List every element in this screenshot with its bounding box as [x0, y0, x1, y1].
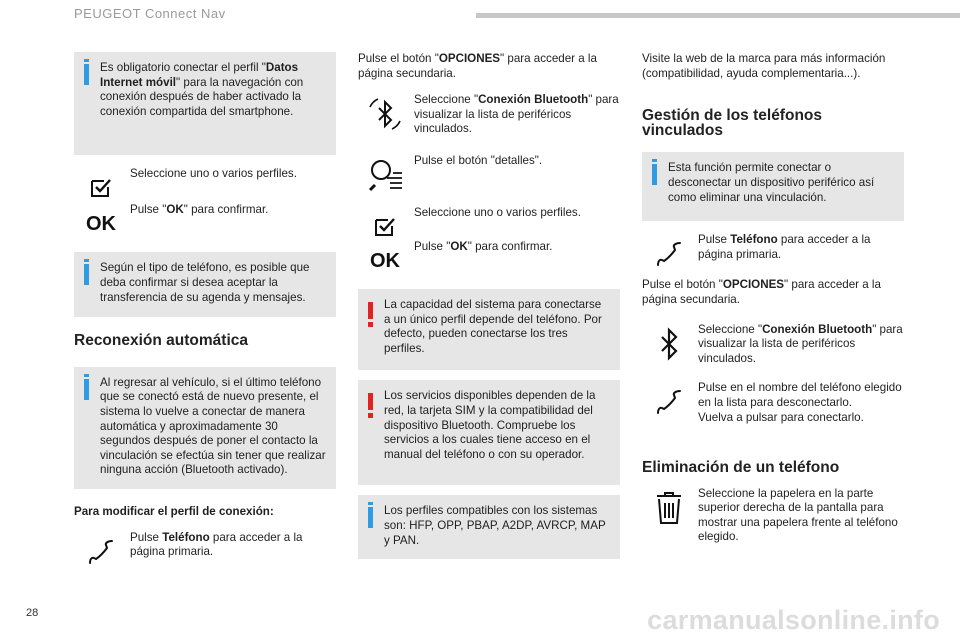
intro-paragraph: Visite la web de la marca para más información (compatibilidad, ayuda complementaria...).: [642, 52, 886, 80]
info-icon: [84, 64, 89, 85]
options-paragraph: Pulse el botón "OPCIONES" para acceder a la página secundaria.: [642, 278, 881, 306]
info-note: Esta función permite conectar o desconectar un dispositivo periférico así como eliminar una vinculación.: [642, 152, 904, 221]
warning-note: La capacidad del sistema para conectarse a un único perfil depende del teléfono. Por defecto, pueden conectarse los tres perfiles.: [358, 289, 620, 370]
subheading: Para modificar el perfil de conexión:: [74, 504, 274, 518]
column-1: [74, 52, 336, 560]
step-select-profiles: Seleccione uno o varios perfiles.: [74, 167, 336, 195]
section-heading: Eliminación de un teléfono: [642, 459, 840, 477]
step-select-profiles: Seleccione uno o varios perfiles.: [358, 206, 620, 234]
page-number: 28: [26, 607, 39, 619]
column-3: [642, 52, 904, 545]
info-icon: [84, 264, 89, 285]
phone-handset-icon: [82, 533, 120, 571]
warning-icon: [368, 302, 373, 319]
info-note: Es obligatorio conectar el perfil "Datos Internet móvil" para la navegación con conexión después de haber activado la conexión compartida del smartphone.: [74, 52, 336, 155]
step-trash: Seleccione la papelera en la parte superior derecha de la pantalla para mostrar una papelera frente al teléfono elegido.: [642, 487, 904, 545]
section-heading: Gestión de los teléfonos vinculados: [642, 107, 822, 139]
bluetooth-icon: [650, 325, 688, 363]
search-details-icon: [366, 156, 404, 194]
info-note: Al regresar al vehículo, si el último teléfono que se conectó está de nuevo presente, el sistema lo vuelve a conectar de manera automática y aproximadamente 30 segundos después de poner el contacto la vinculación se efectúa sin tener que realizar ninguna acción (Bluetooth activado).: [74, 367, 336, 489]
intro-paragraph: Pulse el botón "OPCIONES" para acceder a la página secundaria.: [358, 52, 597, 80]
column-2: [358, 52, 620, 559]
warning-icon: [368, 393, 373, 410]
info-note: Según el tipo de teléfono, es posible que deba confirmar si desea aceptar la transferencia de su agenda y mensajes.: [74, 252, 336, 317]
info-note: Los perfiles compatibles con los sistemas son: HFP, OPP, PBAP, A2DP, AVRCP, MAP y PAN.: [358, 495, 620, 559]
step-phone: Pulse Teléfono para acceder a la página primaria.: [642, 233, 904, 262]
step-bluetooth: Seleccione "Conexión Bluetooth" para visualizar la lista de periféricos vinculados.: [358, 93, 620, 137]
trash-icon: [650, 489, 688, 527]
info-icon: [652, 164, 657, 185]
header-bar: [476, 13, 960, 18]
ok-icon: OK: [370, 249, 400, 272]
step-details: Pulse el botón "detalles".: [358, 154, 620, 194]
info-icon: [368, 507, 373, 528]
info-icon: [84, 379, 89, 400]
watermark: carmanualsonline.info: [647, 605, 940, 635]
checkbox-check-icon: [82, 169, 120, 207]
phone-handset-icon: [650, 235, 688, 273]
header-title: PEUGEOT Connect Nav: [74, 6, 226, 21]
phone-handset-icon: [650, 383, 688, 421]
warning-note: Los servicios disponibles dependen de la red, la tarjeta SIM y la compatibilidad del dispositivo Bluetooth. Compruebe los servicios a los cuales tiene acceso en el manual del teléfono o con su operador.: [358, 380, 620, 485]
step-confirm: OK Pulse "OK" para confirmar.: [358, 240, 620, 268]
section-heading: Reconexión automática: [74, 332, 248, 350]
bluetooth-icon: [366, 95, 404, 133]
step-phone-name: Pulse en el nombre del teléfono elegido en la lista para desconectarlo. Vuelva a pulsar para conectarlo.: [642, 381, 904, 425]
step-phone: Pulse Teléfono para acceder a la página primaria.: [74, 531, 336, 560]
step-confirm: OK Pulse "OK" para confirmar.: [74, 203, 336, 231]
step-bluetooth: Seleccione "Conexión Bluetooth" para visualizar la lista de periféricos vinculados.: [642, 323, 904, 367]
ok-icon: OK: [86, 213, 116, 236]
